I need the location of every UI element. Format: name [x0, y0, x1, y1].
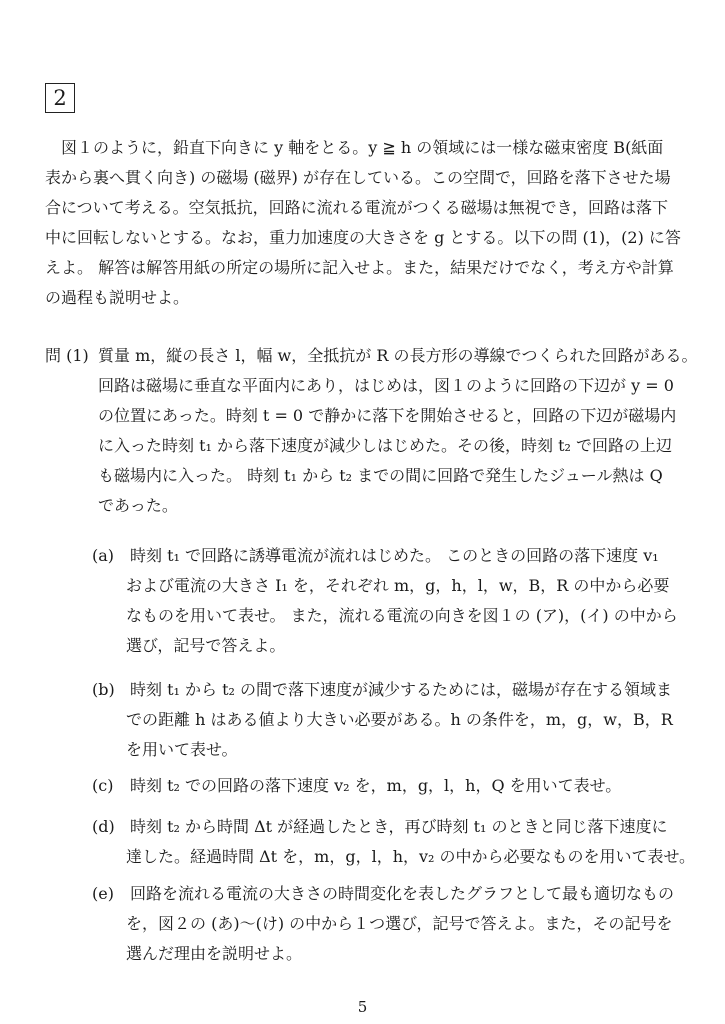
subquestion-e-label: (e) [92, 884, 114, 903]
subquestion-d-line: 時刻 t₂ から時間 Δt が経過したとき，再び時刻 t₁ のときと同じ落下速度に [130, 817, 668, 836]
subquestion-e-line: 選んだ理由を説明せよ。 [126, 944, 303, 963]
intro-line: 表から裏へ貫く向き) の磁場 (磁界) が存在している。この空間で，回路を落下させた場 [45, 168, 671, 187]
question-1-line: であった。 [98, 496, 178, 515]
subquestion-d-label: (d) [92, 817, 115, 836]
page-number: 5 [357, 998, 368, 1016]
question-1-line: の位置にあった。時刻 t = 0 で静かに落下を開始させると，回路の下辺が磁場内 [98, 406, 677, 425]
question-1-line: 回路は磁場に垂直な平面内にあり，はじめは，図１のように回路の下辺が y = 0 [98, 376, 674, 395]
intro-line: えよ。 解答は解答用紙の所定の場所に記入せよ。また，結果だけでなく，考え方や計算 [45, 258, 674, 277]
subquestion-e-line: 回路を流れる電流の大きさの時間変化を表したグラフとして最も適切なもの [130, 884, 675, 903]
subquestion-a-line: 時刻 t₁ で回路に誘導電流が流れはじめた。 このときの回路の落下速度 v₁ [130, 546, 659, 565]
intro-line: 中に回転しないとする。なお，重力加速度の大きさを g とする。以下の問 (1)，(2) に答 [45, 228, 681, 247]
question-1-label: 問 (1) [45, 346, 89, 365]
subquestion-a-label: (a) [92, 546, 115, 565]
question-number-box: 2 [45, 83, 75, 113]
subquestion-a-line: 選び，記号で答えよ。 [126, 636, 286, 655]
intro-line: の過程も説明せよ。 [45, 288, 190, 307]
subquestion-b-line: 時刻 t₁ から t₂ の間で落下速度が減少するためには，磁場が存在する領域ま [130, 680, 673, 699]
subquestion-d-line: 達した。経過時間 Δt を，m，g，l，h，v₂ の中から必要なものを用いて表せ。 [126, 847, 696, 866]
subquestion-a-line: なものを用いて表せ。 また，流れる電流の向きを図１の (ア)，(イ) の中から [126, 606, 678, 625]
subquestion-c-line: 時刻 t₂ での回路の落下速度 v₂ を，m，g，l，h，Q を用いて表せ。 [130, 776, 622, 795]
question-1-line: 質量 m，縦の長さ l，幅 w，全抵抗が R の長方形の導線でつくられた回路がある。 [98, 346, 698, 365]
subquestion-a-line: および電流の大きさ I₁ を，それぞれ m，g，h，l，w，B，R の中から必要 [126, 576, 670, 595]
question-1-line: に入った時刻 t₁ から落下速度が減少しはじめた。その後，時刻 t₂ で回路の上辺 [98, 436, 673, 455]
subquestion-b-line: での距離 h はある値より大きい必要がある。h の条件を，m，g，w，B，R [126, 710, 673, 729]
subquestion-b-line: を用いて表せ。 [126, 740, 238, 759]
intro-line: 合について考える。空気抵抗，回路に流れる電流がつくる磁場は無視でき，回路は落下 [45, 198, 669, 217]
intro-line: 図１のように，鉛直下向きに y 軸をとる。y ≧ h の領域には一様な磁束密度 B(紙面 [45, 138, 664, 157]
subquestion-c-label: (c) [92, 776, 114, 795]
question-1-line: も磁場内に入った。 時刻 t₁ から t₂ までの間に回路で発生したジュール熱は Q [98, 466, 663, 485]
subquestion-e-line: を，図２の (あ)〜(け) の中から１つ選び，記号で答えよ。また，その記号を [126, 914, 673, 933]
subquestion-b-label: (b) [92, 680, 115, 699]
